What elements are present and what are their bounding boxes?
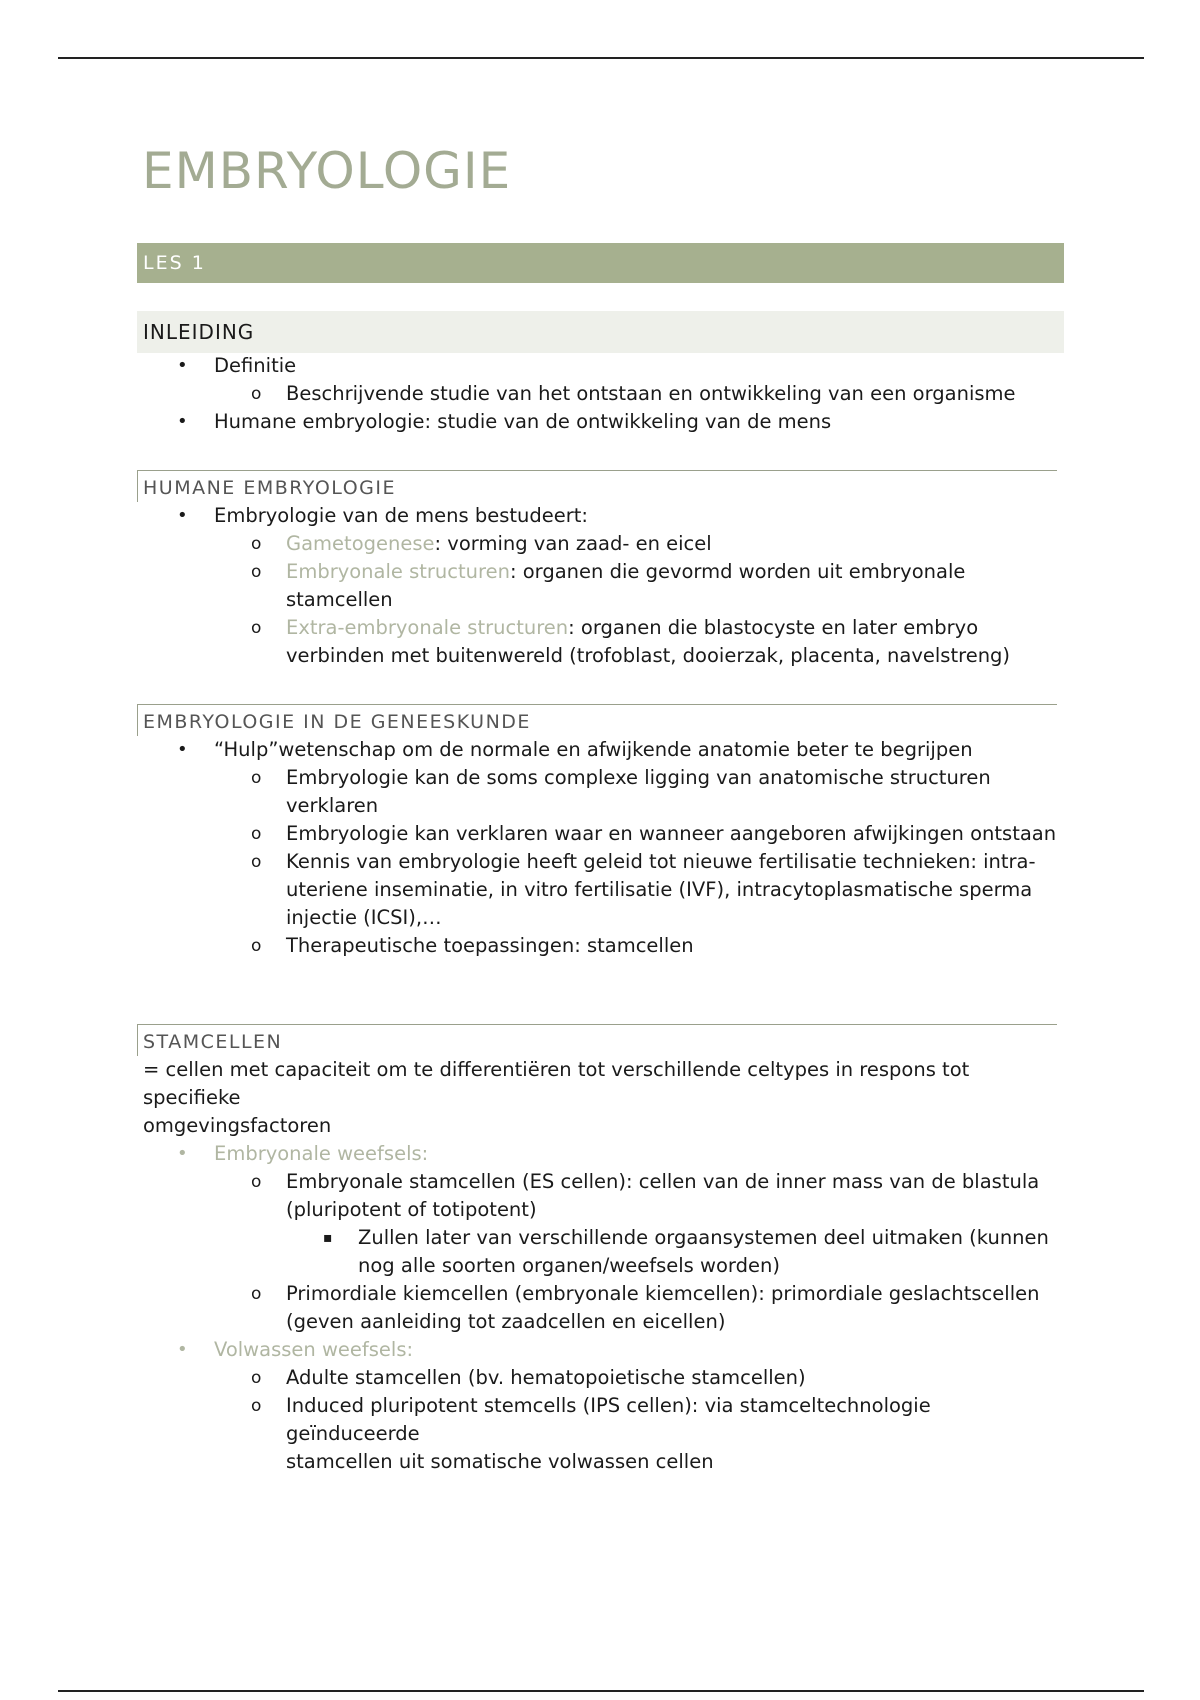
humane-list <box>137 502 1067 670</box>
section-heading-humane: HUMANE EMBRYOLOGIE <box>137 470 1057 502</box>
footer-rule <box>58 1690 1144 1692</box>
section-heading-geneeskunde: EMBRYOLOGIE IN DE GENEESKUNDE <box>137 704 1057 736</box>
list-item: • Embryologie van de mens bestudeert: <box>177 504 588 527</box>
list-item: o Beschrijvende studie van het ontstaan en ontwikkeling van een organisme <box>251 382 1016 405</box>
header-rule <box>58 57 1144 59</box>
list-item: o Induced pluripotent stemcells (IPS cellen): via stamceltechnologie geïnduceerde stamcellen uit somatische volwassen cellen <box>251 1394 931 1473</box>
list-item: o Primordiale kiemcellen (embryonale kiemcellen): primordiale geslachtscellen (geven aanleiding tot zaadcellen en eicellen) <box>251 1282 1040 1333</box>
list-item: o Kennis van embryologie heeft geleid tot nieuwe fertilisatie technieken: intra- uteriene inseminatie, in vitro fertilisatie (IVF), intracytoplasmatische sperma injectie (ICSI),… <box>251 850 1036 929</box>
list-item: o Gametogenese: vorming van zaad- en eicel <box>251 532 712 555</box>
section-heading-stamcellen: STAMCELLEN <box>137 1024 1057 1056</box>
list-item: o Embryonale stamcellen (ES cellen): cellen van de inner mass van de blastula (pluripotent of totipotent) <box>251 1170 1040 1221</box>
geneeskunde-list <box>137 736 1067 960</box>
list-item: • Humane embryologie: studie van de ontwikkeling van de mens <box>177 410 832 433</box>
stamcellen-definition: = cellen met capaciteit om te differentiëren tot verschillende celtypes in respons tot specifieke omgevingsfactoren <box>143 1058 970 1137</box>
list-item: • Definitie <box>177 354 297 377</box>
list-item: o Adulte stamcellen (bv. hematopoietische stamcellen) <box>251 1366 806 1389</box>
lesson-heading-bar: LES 1 <box>137 243 1064 283</box>
list-item: • Volwassen weefsels: <box>177 1338 414 1361</box>
list-item: • Embryonale weefsels: <box>177 1142 429 1165</box>
list-item: o Embryonale structuren: organen die gevormd worden uit embryonale stamcellen <box>251 560 966 611</box>
list-item: ▪ Zullen later van verschillende orgaansystemen deel uitmaken (kunnen nog alle soorten organen/weefsels worden) <box>323 1226 1049 1277</box>
list-item: o Therapeutische toepassingen: stamcellen <box>251 934 694 957</box>
stamcellen-content <box>137 1056 1067 1476</box>
list-item: o Embryologie kan de soms complexe ligging van anatomische structuren verklaren <box>251 766 991 817</box>
inleiding-list <box>137 352 1067 436</box>
list-item: o Embryologie kan verklaren waar en wanneer aangeboren afwijkingen ontstaan <box>251 822 1057 845</box>
list-item: o Extra-embryonale structuren: organen die blastocyste en later embryo verbinden met buitenwereld (trofoblast, dooierzak, placenta, navelstreng) <box>251 616 1011 667</box>
list-item: • “Hulp”wetenschap om de normale en afwijkende anatomie beter te begrijpen <box>177 738 973 761</box>
section-heading-inleiding: INLEIDING <box>137 311 1064 353</box>
document-title: EMBRYOLOGIE <box>142 142 512 200</box>
